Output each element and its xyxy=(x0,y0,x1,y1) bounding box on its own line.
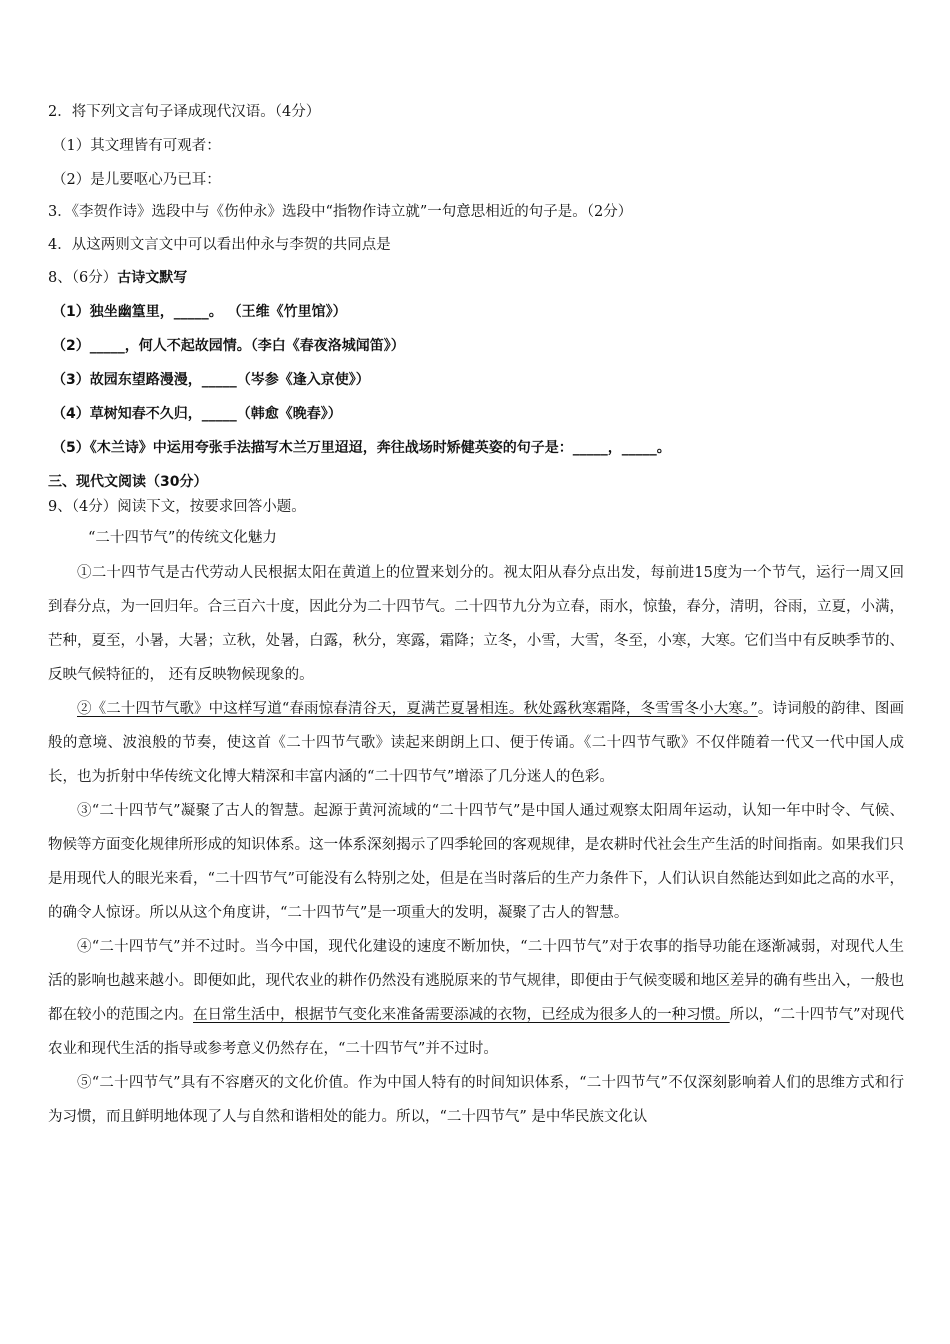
article-paragraph-2 xyxy=(48,692,904,794)
q9-stem: 9、（4分）阅读下文，按要求回答小题。 xyxy=(48,499,306,515)
q8-item-2: （2）_____，何人不起故园情。（李白《春夜洛城闻笛》） xyxy=(52,338,405,354)
q8-item-5: （5）《木兰诗》中运用夸张手法描写木兰万里迢迢，奔往战场时矫健英姿的句子是：_____，_____。 xyxy=(52,440,671,456)
section-3-title: 三、现代文阅读（30分） xyxy=(48,474,208,490)
q8-title: 古诗文默写 xyxy=(117,270,188,286)
paragraph-4-start: ④“二十四节气”并不过时。当今中国，现代化建设的速度不断加快，“二十四节气”对于农事的指导功能在逐渐减弱，对现代人生活的影响也越来越小。即便如此，现代农业的耕作仍然没有逃脱原来的节气规律，即便由于气候变暖和地区差异的确有些出入，一般也都在较小的范围之内。 xyxy=(48,939,904,1023)
q2-sentence-2: （2）是儿要呕心乃已耳： xyxy=(52,172,221,188)
q8-item-3: （3）故园东望路漫漫，_____（岑参《逢入京使》） xyxy=(52,372,370,388)
article-paragraph-3: ③“二十四节气”凝聚了古人的智慧。起源于黄河流域的“二十四节气”是中国人通过观察太阳周年运动，认知一年中时令、气候、物候等方面变化规律所形成的知识体系。这一体系深刻揭示了四季轮回的客观规律，是农耕时代社会生产生活的时间指南。如果我们只是用现代人的眼光来看，“二十四节气”可能没有么特别之处，但是在当时落后的生产力条件下，人们认识自然能达到如此之高的水平，的确令人惊讶。所以从这个角度讲，“二十四节气”是一项重大的发明，凝聚了古人的智慧。 xyxy=(48,803,904,921)
q8-item-1: （1）独坐幽篁里，_____。 （王维《竹里馆》） xyxy=(52,304,347,320)
paragraph-4-end: 所以，“二十四节气”对现代农业和现代生活的指导或参考意义仍然存在，“二十四节气”并不过时。 xyxy=(48,1007,905,1057)
underlined-sentence: 在日常生活中，根据节气变化来准备需要添减的衣物，已经成为很多人的一种习惯。 xyxy=(193,1007,730,1023)
article-paragraph-4 xyxy=(48,930,904,1066)
article-title: “二十四节气”的传统文化魅力 xyxy=(88,530,277,546)
article-paragraph-5: ⑤“二十四节气”具有不容磨灭的文化价值。作为中国人特有的时间知识体系，“二十四节气”不仅深刻影响着人们的思维方式和行为习惯，而且鲜明地体现了人与自然和谐相处的能力。所以，“二十四节气” 是中华民族文化认 xyxy=(48,1075,904,1125)
paragraph-2-rest: 。诗词般的韵律、图画般的意境、波浪般的节奏，使这首《二十四节气歌》读起来朗朗上口、便于传诵。《二十四节气歌》不仅伴随着一代又一代中国人成长，也为折射中华传统文化博大精深和丰富内涵的“二十四节气”增添了几分迷人的色彩。 xyxy=(48,701,905,785)
article-paragraph-1: ①二十四节气是古代劳动人民根据太阳在黄道上的位置来划分的。视太阳从春分点出发，每前进15度为一个节气，运行一周又回到春分点，为一回归年。合三百六十度，因此分为二十四节气。二十四节九分为立春，雨水，惊蛰，春分，清明，谷雨，立夏，小满，芒种，夏至，小暑，大暑；立秋，处暑，白露，秋分，寒露，霜降；立冬，小雪，大雪，冬至，小寒，大寒。它们当中有反映季节的、反映气候特征的， 还有反映物候现象的。 xyxy=(48,565,904,683)
q8-prefix: 8、（6分） xyxy=(48,270,118,286)
q8-item-4: （4）草树知春不久归，_____（韩愈《晚春》） xyxy=(52,406,342,422)
q3-stem: 3．《李贺作诗》选段中与《伤仲永》选段中“指物作诗立就”一句意思相近的句子是。（2分） xyxy=(48,204,633,220)
q2-sentence-1: （1）其文理皆有可观者： xyxy=(52,138,221,154)
q8-heading xyxy=(48,268,187,288)
q4-stem: 4．从这两则文言文中可以看出仲永与李贺的共同点是 xyxy=(48,237,391,253)
q2-stem: 2．将下列文言句子译成现代汉语。（4分） xyxy=(48,104,321,120)
article-body xyxy=(48,556,904,1134)
underlined-quote: ②《二十四节气歌》中这样写道“春雨惊春清谷天，夏满芒夏暑相连。秋处露秋寒霜降，冬雪雪冬小大寒。” xyxy=(77,701,758,717)
